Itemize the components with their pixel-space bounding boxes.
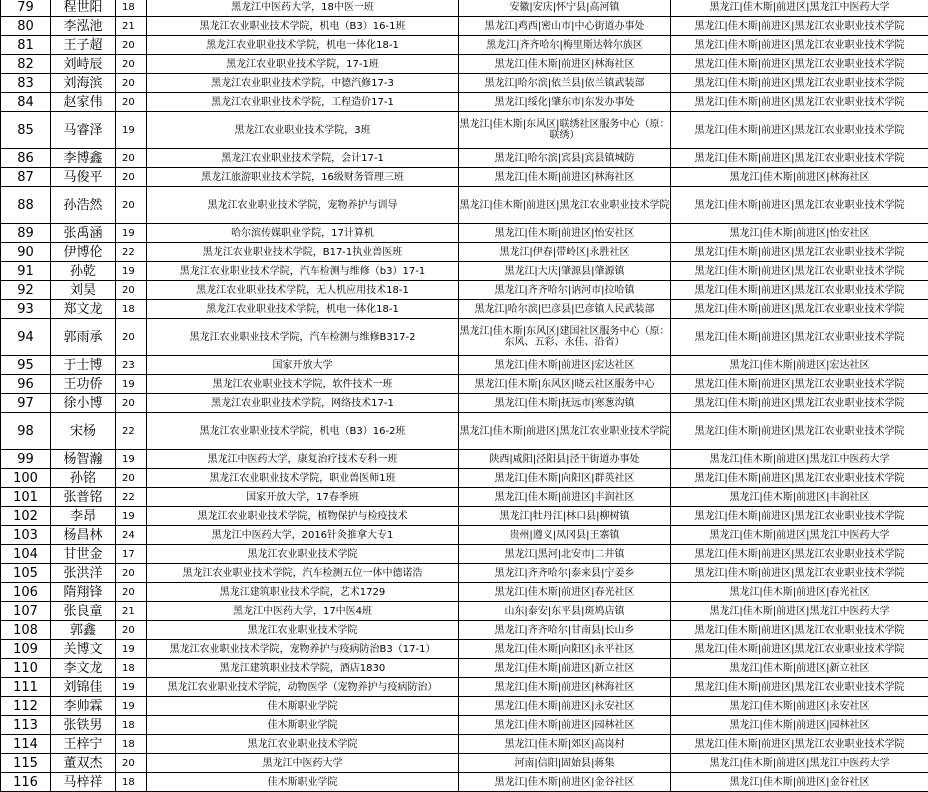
household-registration-cell: 黑龙江|佳木斯|前进区|园林社区 bbox=[459, 716, 671, 735]
student-name-cell: 伊博伦 bbox=[51, 243, 116, 262]
current-address-cell: 黑龙江|佳木斯|前进区|林海社区 bbox=[671, 168, 928, 187]
school-class-cell: 佳木斯职业学院 bbox=[147, 773, 459, 792]
row-number-cell: 103 bbox=[1, 526, 51, 545]
student-name-cell: 马梓祥 bbox=[51, 773, 116, 792]
current-address-cell: 黑龙江|佳木斯|前进区|黑龙江农业职业技术学院 bbox=[671, 564, 928, 583]
household-registration-cell: 黑龙江|佳木斯|郊区|高岗村 bbox=[459, 735, 671, 754]
student-age-cell: 19 bbox=[116, 375, 147, 394]
household-registration-cell: 山东|泰安|东平县|斑鸠店镇 bbox=[459, 602, 671, 621]
table-row bbox=[1, 602, 928, 621]
current-address-cell: 黑龙江|佳木斯|前进区|黑龙江农业职业技术学院 bbox=[671, 112, 928, 149]
student-name-cell: 张洪洋 bbox=[51, 564, 116, 583]
school-class-cell: 黑龙江农业职业技术学院，汽车检测与维修B317-2 bbox=[147, 319, 459, 356]
student-age-cell: 21 bbox=[116, 602, 147, 621]
row-number-cell: 113 bbox=[1, 716, 51, 735]
household-registration-cell: 河南|信阳|固始县|蒋集 bbox=[459, 754, 671, 773]
table-row bbox=[1, 356, 928, 375]
table-row bbox=[1, 488, 928, 507]
table-row bbox=[1, 149, 928, 168]
school-class-cell: 黑龙江农业职业技术学院，机电（B3）16-1班 bbox=[147, 17, 459, 36]
student-name-cell: 刘海滨 bbox=[51, 74, 116, 93]
row-number-cell: 80 bbox=[1, 17, 51, 36]
student-age-cell: 22 bbox=[116, 243, 147, 262]
student-age-cell: 20 bbox=[116, 149, 147, 168]
school-class-cell: 黑龙江建筑职业技术学院，酒店1830 bbox=[147, 659, 459, 678]
row-number-cell: 101 bbox=[1, 488, 51, 507]
row-number-cell: 92 bbox=[1, 281, 51, 300]
student-name-cell: 张铁男 bbox=[51, 716, 116, 735]
row-number-cell: 110 bbox=[1, 659, 51, 678]
student-age-cell: 20 bbox=[116, 168, 147, 187]
current-address-cell: 黑龙江|佳木斯|前进区|黑龙江农业职业技术学院 bbox=[671, 640, 928, 659]
household-registration-cell: 黑龙江|齐齐哈尔|讷河市|拉哈镇 bbox=[459, 281, 671, 300]
household-registration-cell: 黑龙江|佳木斯|东风区|晓云社区服务中心 bbox=[459, 375, 671, 394]
student-age-cell: 20 bbox=[116, 564, 147, 583]
school-class-cell: 黑龙江农业职业技术学院，汽车检测五位一体中德诺浩 bbox=[147, 564, 459, 583]
school-class-cell: 黑龙江农业职业技术学院，17-1班 bbox=[147, 55, 459, 74]
current-address-cell: 黑龙江|佳木斯|前进区|黑龙江农业职业技术学院 bbox=[671, 507, 928, 526]
row-number-cell: 100 bbox=[1, 469, 51, 488]
table-row bbox=[1, 413, 928, 450]
student-age-cell: 22 bbox=[116, 413, 147, 450]
row-number-cell: 114 bbox=[1, 735, 51, 754]
school-class-cell: 黑龙江旅游职业技术学院，16级财务管理三班 bbox=[147, 168, 459, 187]
row-number-cell: 96 bbox=[1, 375, 51, 394]
table-row bbox=[1, 375, 928, 394]
student-name-cell: 张禹涵 bbox=[51, 224, 116, 243]
table-row bbox=[1, 507, 928, 526]
row-number-cell: 97 bbox=[1, 394, 51, 413]
household-registration-cell: 黑龙江|牡丹江|林口县|柳树镇 bbox=[459, 507, 671, 526]
row-number-cell: 102 bbox=[1, 507, 51, 526]
student-age-cell: 19 bbox=[116, 112, 147, 149]
student-age-cell: 18 bbox=[116, 0, 147, 17]
school-class-cell: 黑龙江农业职业技术学院，动物医学（宠物养护与疫病防治） bbox=[147, 678, 459, 697]
table-row bbox=[1, 36, 928, 55]
student-age-cell: 20 bbox=[116, 394, 147, 413]
table-row bbox=[1, 583, 928, 602]
current-address-cell: 黑龙江|佳木斯|前进区|黑龙江中医药大学 bbox=[671, 526, 928, 545]
student-age-cell: 20 bbox=[116, 36, 147, 55]
student-name-cell: 孙铭 bbox=[51, 469, 116, 488]
school-class-cell: 黑龙江中医药大学，康复治疗技术专科一班 bbox=[147, 450, 459, 469]
student-age-cell: 23 bbox=[116, 356, 147, 375]
student-name-cell: 杨智瀚 bbox=[51, 450, 116, 469]
current-address-cell: 黑龙江|佳木斯|前进区|黑龙江农业职业技术学院 bbox=[671, 262, 928, 281]
school-class-cell: 黑龙江农业职业技术学院，机电（B3）16-2班 bbox=[147, 413, 459, 450]
current-address-cell: 黑龙江|佳木斯|前进区|丰润社区 bbox=[671, 488, 928, 507]
school-class-cell: 黑龙江农业职业技术学院，3班 bbox=[147, 112, 459, 149]
student-name-cell: 甘世金 bbox=[51, 545, 116, 564]
household-registration-cell: 黑龙江|哈尔滨|依兰县|依兰镇武装部 bbox=[459, 74, 671, 93]
current-address-cell: 黑龙江|佳木斯|前进区|黑龙江农业职业技术学院 bbox=[671, 469, 928, 488]
student-name-cell: 董双杰 bbox=[51, 754, 116, 773]
household-registration-cell: 黑龙江|佳木斯|向阳区|永平社区 bbox=[459, 640, 671, 659]
current-address-cell: 黑龙江|佳木斯|前进区|黑龙江农业职业技术学院 bbox=[671, 375, 928, 394]
household-registration-cell: 黑龙江|佳木斯|前进区|宏达社区 bbox=[459, 356, 671, 375]
current-address-cell: 黑龙江|佳木斯|前进区|黑龙江农业职业技术学院 bbox=[671, 545, 928, 564]
student-age-cell: 20 bbox=[116, 74, 147, 93]
household-registration-cell: 黑龙江|哈尔滨|宾县|宾县镇城防 bbox=[459, 149, 671, 168]
school-class-cell: 黑龙江农业职业技术学院，工程造价17-1 bbox=[147, 93, 459, 112]
row-number-cell: 104 bbox=[1, 545, 51, 564]
table-row bbox=[1, 55, 928, 74]
row-number-cell: 86 bbox=[1, 149, 51, 168]
student-name-cell: 程世阳 bbox=[51, 0, 116, 17]
table-row bbox=[1, 168, 928, 187]
household-registration-cell: 黑龙江|佳木斯|向阳区|群英社区 bbox=[459, 469, 671, 488]
student-name-cell: 张普铭 bbox=[51, 488, 116, 507]
student-name-cell: 赵家伟 bbox=[51, 93, 116, 112]
row-number-cell: 111 bbox=[1, 678, 51, 697]
household-registration-cell: 黑龙江|大庆|肇源县|肇源镇 bbox=[459, 262, 671, 281]
student-name-cell: 孙乾 bbox=[51, 262, 116, 281]
household-registration-cell: 黑龙江|佳木斯|前进区|新立社区 bbox=[459, 659, 671, 678]
student-name-cell: 刘锦佳 bbox=[51, 678, 116, 697]
student-age-cell: 20 bbox=[116, 583, 147, 602]
table-row bbox=[1, 450, 928, 469]
table-row bbox=[1, 640, 928, 659]
school-class-cell: 黑龙江农业职业技术学院，中德汽修17-3 bbox=[147, 74, 459, 93]
row-number-cell: 95 bbox=[1, 356, 51, 375]
student-age-cell: 20 bbox=[116, 187, 147, 224]
student-name-cell: 郭雨承 bbox=[51, 319, 116, 356]
table-row bbox=[1, 319, 928, 356]
school-class-cell: 黑龙江农业职业技术学院 bbox=[147, 621, 459, 640]
table-row bbox=[1, 0, 928, 17]
row-number-cell: 116 bbox=[1, 773, 51, 792]
table-row bbox=[1, 526, 928, 545]
student-name-cell: 杨昌林 bbox=[51, 526, 116, 545]
current-address-cell: 黑龙江|佳木斯|前进区|黑龙江中医药大学 bbox=[671, 0, 928, 17]
row-number-cell: 88 bbox=[1, 187, 51, 224]
table-body bbox=[1, 0, 928, 792]
school-class-cell: 黑龙江中医药大学 bbox=[147, 754, 459, 773]
current-address-cell: 黑龙江|佳木斯|前进区|黑龙江农业职业技术学院 bbox=[671, 735, 928, 754]
student-age-cell: 18 bbox=[116, 735, 147, 754]
student-age-cell: 18 bbox=[116, 659, 147, 678]
current-address-cell: 黑龙江|佳木斯|前进区|黑龙江中医药大学 bbox=[671, 450, 928, 469]
school-class-cell: 黑龙江农业职业技术学院，网络技术17-1 bbox=[147, 394, 459, 413]
current-address-cell: 黑龙江|佳木斯|前进区|黑龙江农业职业技术学院 bbox=[671, 93, 928, 112]
student-name-cell: 张良童 bbox=[51, 602, 116, 621]
row-number-cell: 90 bbox=[1, 243, 51, 262]
table-row bbox=[1, 17, 928, 36]
student-name-cell: 郭鑫 bbox=[51, 621, 116, 640]
household-registration-cell: 黑龙江|伊春|带岭区|永胜社区 bbox=[459, 243, 671, 262]
student-name-cell: 马睿泽 bbox=[51, 112, 116, 149]
current-address-cell: 黑龙江|佳木斯|前进区|金谷社区 bbox=[671, 773, 928, 792]
current-address-cell: 黑龙江|佳木斯|前进区|黑龙江农业职业技术学院 bbox=[671, 243, 928, 262]
student-age-cell: 20 bbox=[116, 754, 147, 773]
student-age-cell: 19 bbox=[116, 697, 147, 716]
current-address-cell: 黑龙江|佳木斯|前进区|黑龙江农业职业技术学院 bbox=[671, 413, 928, 450]
school-class-cell: 黑龙江农业职业技术学院，软件技术一班 bbox=[147, 375, 459, 394]
student-age-cell: 20 bbox=[116, 469, 147, 488]
student-name-cell: 李昂 bbox=[51, 507, 116, 526]
table-row bbox=[1, 243, 928, 262]
student-age-cell: 22 bbox=[116, 488, 147, 507]
student-name-cell: 关博文 bbox=[51, 640, 116, 659]
student-name-cell: 郑文龙 bbox=[51, 300, 116, 319]
current-address-cell: 黑龙江|佳木斯|前进区|黑龙江农业职业技术学院 bbox=[671, 394, 928, 413]
school-class-cell: 黑龙江农业职业技术学院 bbox=[147, 735, 459, 754]
student-age-cell: 18 bbox=[116, 773, 147, 792]
student-age-cell: 20 bbox=[116, 319, 147, 356]
school-class-cell: 黑龙江农业职业技术学院，机电一体化18-1 bbox=[147, 300, 459, 319]
student-name-cell: 刘峙辰 bbox=[51, 55, 116, 74]
current-address-cell: 黑龙江|佳木斯|前进区|黑龙江农业职业技术学院 bbox=[671, 149, 928, 168]
current-address-cell: 黑龙江|佳木斯|前进区|黑龙江农业职业技术学院 bbox=[671, 621, 928, 640]
table-row bbox=[1, 281, 928, 300]
table-row bbox=[1, 74, 928, 93]
current-address-cell: 黑龙江|佳木斯|前进区|黑龙江农业职业技术学院 bbox=[671, 300, 928, 319]
row-number-cell: 98 bbox=[1, 413, 51, 450]
school-class-cell: 黑龙江农业职业技术学院，宠物养护与疫病防治B3（17-1） bbox=[147, 640, 459, 659]
student-name-cell: 李帅霖 bbox=[51, 697, 116, 716]
current-address-cell: 黑龙江|佳木斯|前进区|黑龙江农业职业技术学院 bbox=[671, 281, 928, 300]
current-address-cell: 黑龙江|佳木斯|前进区|黑龙江农业职业技术学院 bbox=[671, 678, 928, 697]
student-age-cell: 19 bbox=[116, 262, 147, 281]
household-registration-cell: 黑龙江|哈尔滨|巴彦县|巴彦镇人民武装部 bbox=[459, 300, 671, 319]
student-age-cell: 19 bbox=[116, 450, 147, 469]
school-class-cell: 黑龙江中医药大学，17中医4班 bbox=[147, 602, 459, 621]
table-row bbox=[1, 659, 928, 678]
household-registration-cell: 黑龙江|佳木斯|抚远市|寒葱沟镇 bbox=[459, 394, 671, 413]
school-class-cell: 黑龙江中医药大学，18中医一班 bbox=[147, 0, 459, 17]
current-address-cell: 黑龙江|佳木斯|前进区|宏达社区 bbox=[671, 356, 928, 375]
table-row bbox=[1, 564, 928, 583]
row-number-cell: 115 bbox=[1, 754, 51, 773]
student-age-cell: 24 bbox=[116, 526, 147, 545]
current-address-cell: 黑龙江|佳木斯|前进区|永安社区 bbox=[671, 697, 928, 716]
student-name-cell: 刘昊 bbox=[51, 281, 116, 300]
current-address-cell: 黑龙江|佳木斯|前进区|新立社区 bbox=[671, 659, 928, 678]
student-name-cell: 徐小博 bbox=[51, 394, 116, 413]
row-number-cell: 91 bbox=[1, 262, 51, 281]
row-number-cell: 105 bbox=[1, 564, 51, 583]
household-registration-cell: 黑龙江|黑河|北安市|二井镇 bbox=[459, 545, 671, 564]
table-row bbox=[1, 112, 928, 149]
household-registration-cell: 安徽|安庆|怀宁县|高河镇 bbox=[459, 0, 671, 17]
table-row bbox=[1, 678, 928, 697]
table-row bbox=[1, 224, 928, 243]
student-age-cell: 18 bbox=[116, 716, 147, 735]
household-registration-cell: 黑龙江|鸡西|密山市|中心街道办事处 bbox=[459, 17, 671, 36]
current-address-cell: 黑龙江|佳木斯|前进区|春光社区 bbox=[671, 583, 928, 602]
school-class-cell: 黑龙江农业职业技术学院，职业兽医师1班 bbox=[147, 469, 459, 488]
table-row bbox=[1, 773, 928, 792]
student-age-cell: 19 bbox=[116, 224, 147, 243]
school-class-cell: 黑龙江农业职业技术学院，宠物养护与训导 bbox=[147, 187, 459, 224]
student-name-cell: 于士博 bbox=[51, 356, 116, 375]
student-name-cell: 王梓宁 bbox=[51, 735, 116, 754]
row-number-cell: 108 bbox=[1, 621, 51, 640]
row-number-cell: 81 bbox=[1, 36, 51, 55]
household-registration-cell: 黑龙江|佳木斯|前进区|林海社区 bbox=[459, 55, 671, 74]
household-registration-cell: 黑龙江|佳木斯|前进区|林海社区 bbox=[459, 678, 671, 697]
table-row bbox=[1, 187, 928, 224]
row-number-cell: 83 bbox=[1, 74, 51, 93]
school-class-cell: 黑龙江建筑职业技术学院，艺术1729 bbox=[147, 583, 459, 602]
row-number-cell: 109 bbox=[1, 640, 51, 659]
current-address-cell: 黑龙江|佳木斯|前进区|黑龙江农业职业技术学院 bbox=[671, 36, 928, 55]
table-row bbox=[1, 697, 928, 716]
household-registration-cell: 陕西|咸阳|泾阳县|泾干街道办事处 bbox=[459, 450, 671, 469]
student-age-cell: 17 bbox=[116, 545, 147, 564]
student-name-cell: 宋杨 bbox=[51, 413, 116, 450]
student-age-cell: 19 bbox=[116, 678, 147, 697]
student-name-cell: 李泓池 bbox=[51, 17, 116, 36]
school-class-cell: 黑龙江农业职业技术学院，B17-1执业兽医班 bbox=[147, 243, 459, 262]
school-class-cell: 国家开放大学，17春季班 bbox=[147, 488, 459, 507]
student-name-cell: 孙浩然 bbox=[51, 187, 116, 224]
row-number-cell: 99 bbox=[1, 450, 51, 469]
row-number-cell: 87 bbox=[1, 168, 51, 187]
household-registration-cell: 黑龙江|佳木斯|前进区|金谷社区 bbox=[459, 773, 671, 792]
current-address-cell: 黑龙江|佳木斯|前进区|黑龙江农业职业技术学院 bbox=[671, 17, 928, 36]
school-class-cell: 黑龙江中医药大学，2016针灸推拿大专1 bbox=[147, 526, 459, 545]
current-address-cell: 黑龙江|佳木斯|前进区|黑龙江农业职业技术学院 bbox=[671, 319, 928, 356]
student-name-cell: 李文龙 bbox=[51, 659, 116, 678]
school-class-cell: 黑龙江农业职业技术学院 bbox=[147, 545, 459, 564]
student-age-cell: 18 bbox=[116, 300, 147, 319]
household-registration-cell: 黑龙江|佳木斯|东风区|联绣社区服务中心（原：联绣） bbox=[459, 112, 671, 149]
student-name-cell: 李博鑫 bbox=[51, 149, 116, 168]
table-row bbox=[1, 93, 928, 112]
school-class-cell: 黑龙江农业职业技术学院，机电一体化18-1 bbox=[147, 36, 459, 55]
household-registration-cell: 贵州|遵义|凤冈县|王寨镇 bbox=[459, 526, 671, 545]
table-row bbox=[1, 754, 928, 773]
current-address-cell: 黑龙江|佳木斯|前进区|黑龙江农业职业技术学院 bbox=[671, 187, 928, 224]
current-address-cell: 黑龙江|佳木斯|前进区|怡安社区 bbox=[671, 224, 928, 243]
household-registration-cell: 黑龙江|佳木斯|东风区|建国社区服务中心（原：东风、五彩、永佳、沿省） bbox=[459, 319, 671, 356]
household-registration-cell: 黑龙江|佳木斯|前进区|丰润社区 bbox=[459, 488, 671, 507]
student-age-cell: 20 bbox=[116, 93, 147, 112]
household-registration-cell: 黑龙江|齐齐哈尔|梅里斯达斡尔族区 bbox=[459, 36, 671, 55]
row-number-cell: 107 bbox=[1, 602, 51, 621]
student-age-cell: 20 bbox=[116, 621, 147, 640]
row-number-cell: 93 bbox=[1, 300, 51, 319]
student-name-cell: 马俊平 bbox=[51, 168, 116, 187]
household-registration-cell: 黑龙江|佳木斯|前进区|怡安社区 bbox=[459, 224, 671, 243]
student-name-cell: 王子超 bbox=[51, 36, 116, 55]
school-class-cell: 佳木斯职业学院 bbox=[147, 716, 459, 735]
student-age-cell: 19 bbox=[116, 640, 147, 659]
current-address-cell: 黑龙江|佳木斯|前进区|黑龙江农业职业技术学院 bbox=[671, 55, 928, 74]
row-number-cell: 85 bbox=[1, 112, 51, 149]
row-number-cell: 84 bbox=[1, 93, 51, 112]
row-number-cell: 106 bbox=[1, 583, 51, 602]
household-registration-cell: 黑龙江|齐齐哈尔|甘南县|长山乡 bbox=[459, 621, 671, 640]
table-row bbox=[1, 469, 928, 488]
row-number-cell: 112 bbox=[1, 697, 51, 716]
table-row bbox=[1, 394, 928, 413]
table-row bbox=[1, 300, 928, 319]
school-class-cell: 黑龙江农业职业技术学院，无人机应用技术18-1 bbox=[147, 281, 459, 300]
row-number-cell: 79 bbox=[1, 0, 51, 17]
table-row bbox=[1, 545, 928, 564]
student-name-cell: 王功侨 bbox=[51, 375, 116, 394]
table-row bbox=[1, 262, 928, 281]
school-class-cell: 佳木斯职业学院 bbox=[147, 697, 459, 716]
current-address-cell: 黑龙江|佳木斯|前进区|园林社区 bbox=[671, 716, 928, 735]
current-address-cell: 黑龙江|佳木斯|前进区|黑龙江农业职业技术学院 bbox=[671, 74, 928, 93]
school-class-cell: 国家开放大学 bbox=[147, 356, 459, 375]
row-number-cell: 82 bbox=[1, 55, 51, 74]
student-age-cell: 20 bbox=[116, 281, 147, 300]
school-class-cell: 哈尔滨传媒职业学院，17计算机 bbox=[147, 224, 459, 243]
table-row bbox=[1, 716, 928, 735]
household-registration-cell: 黑龙江|佳木斯|前进区|永安社区 bbox=[459, 697, 671, 716]
table-row bbox=[1, 735, 928, 754]
row-number-cell: 89 bbox=[1, 224, 51, 243]
household-registration-cell: 黑龙江|绥化|肇东市|东发办事处 bbox=[459, 93, 671, 112]
row-number-cell: 94 bbox=[1, 319, 51, 356]
school-class-cell: 黑龙江农业职业技术学院，植物保护与检疫技术 bbox=[147, 507, 459, 526]
table-row bbox=[1, 621, 928, 640]
household-registration-cell: 黑龙江|齐齐哈尔|泰来县|宁姜乡 bbox=[459, 564, 671, 583]
current-address-cell: 黑龙江|佳木斯|前进区|黑龙江中医药大学 bbox=[671, 602, 928, 621]
student-age-cell: 21 bbox=[116, 17, 147, 36]
current-address-cell: 黑龙江|佳木斯|前进区|黑龙江中医药大学 bbox=[671, 754, 928, 773]
student-age-cell: 20 bbox=[116, 55, 147, 74]
student-name-cell: 隋翔锋 bbox=[51, 583, 116, 602]
school-class-cell: 黑龙江农业职业技术学院，汽车检测与维修（b3）17-1 bbox=[147, 262, 459, 281]
household-registration-cell: 黑龙江|佳木斯|前进区|黑龙江农业职业技术学院 bbox=[459, 413, 671, 450]
household-registration-cell: 黑龙江|佳木斯|前进区|黑龙江农业职业技术学院 bbox=[459, 187, 671, 224]
household-registration-cell: 黑龙江|佳木斯|前进区|春光社区 bbox=[459, 583, 671, 602]
student-age-cell: 19 bbox=[116, 507, 147, 526]
school-class-cell: 黑龙江农业职业技术学院，会计17-1 bbox=[147, 149, 459, 168]
household-registration-cell: 黑龙江|佳木斯|前进区|林海社区 bbox=[459, 168, 671, 187]
